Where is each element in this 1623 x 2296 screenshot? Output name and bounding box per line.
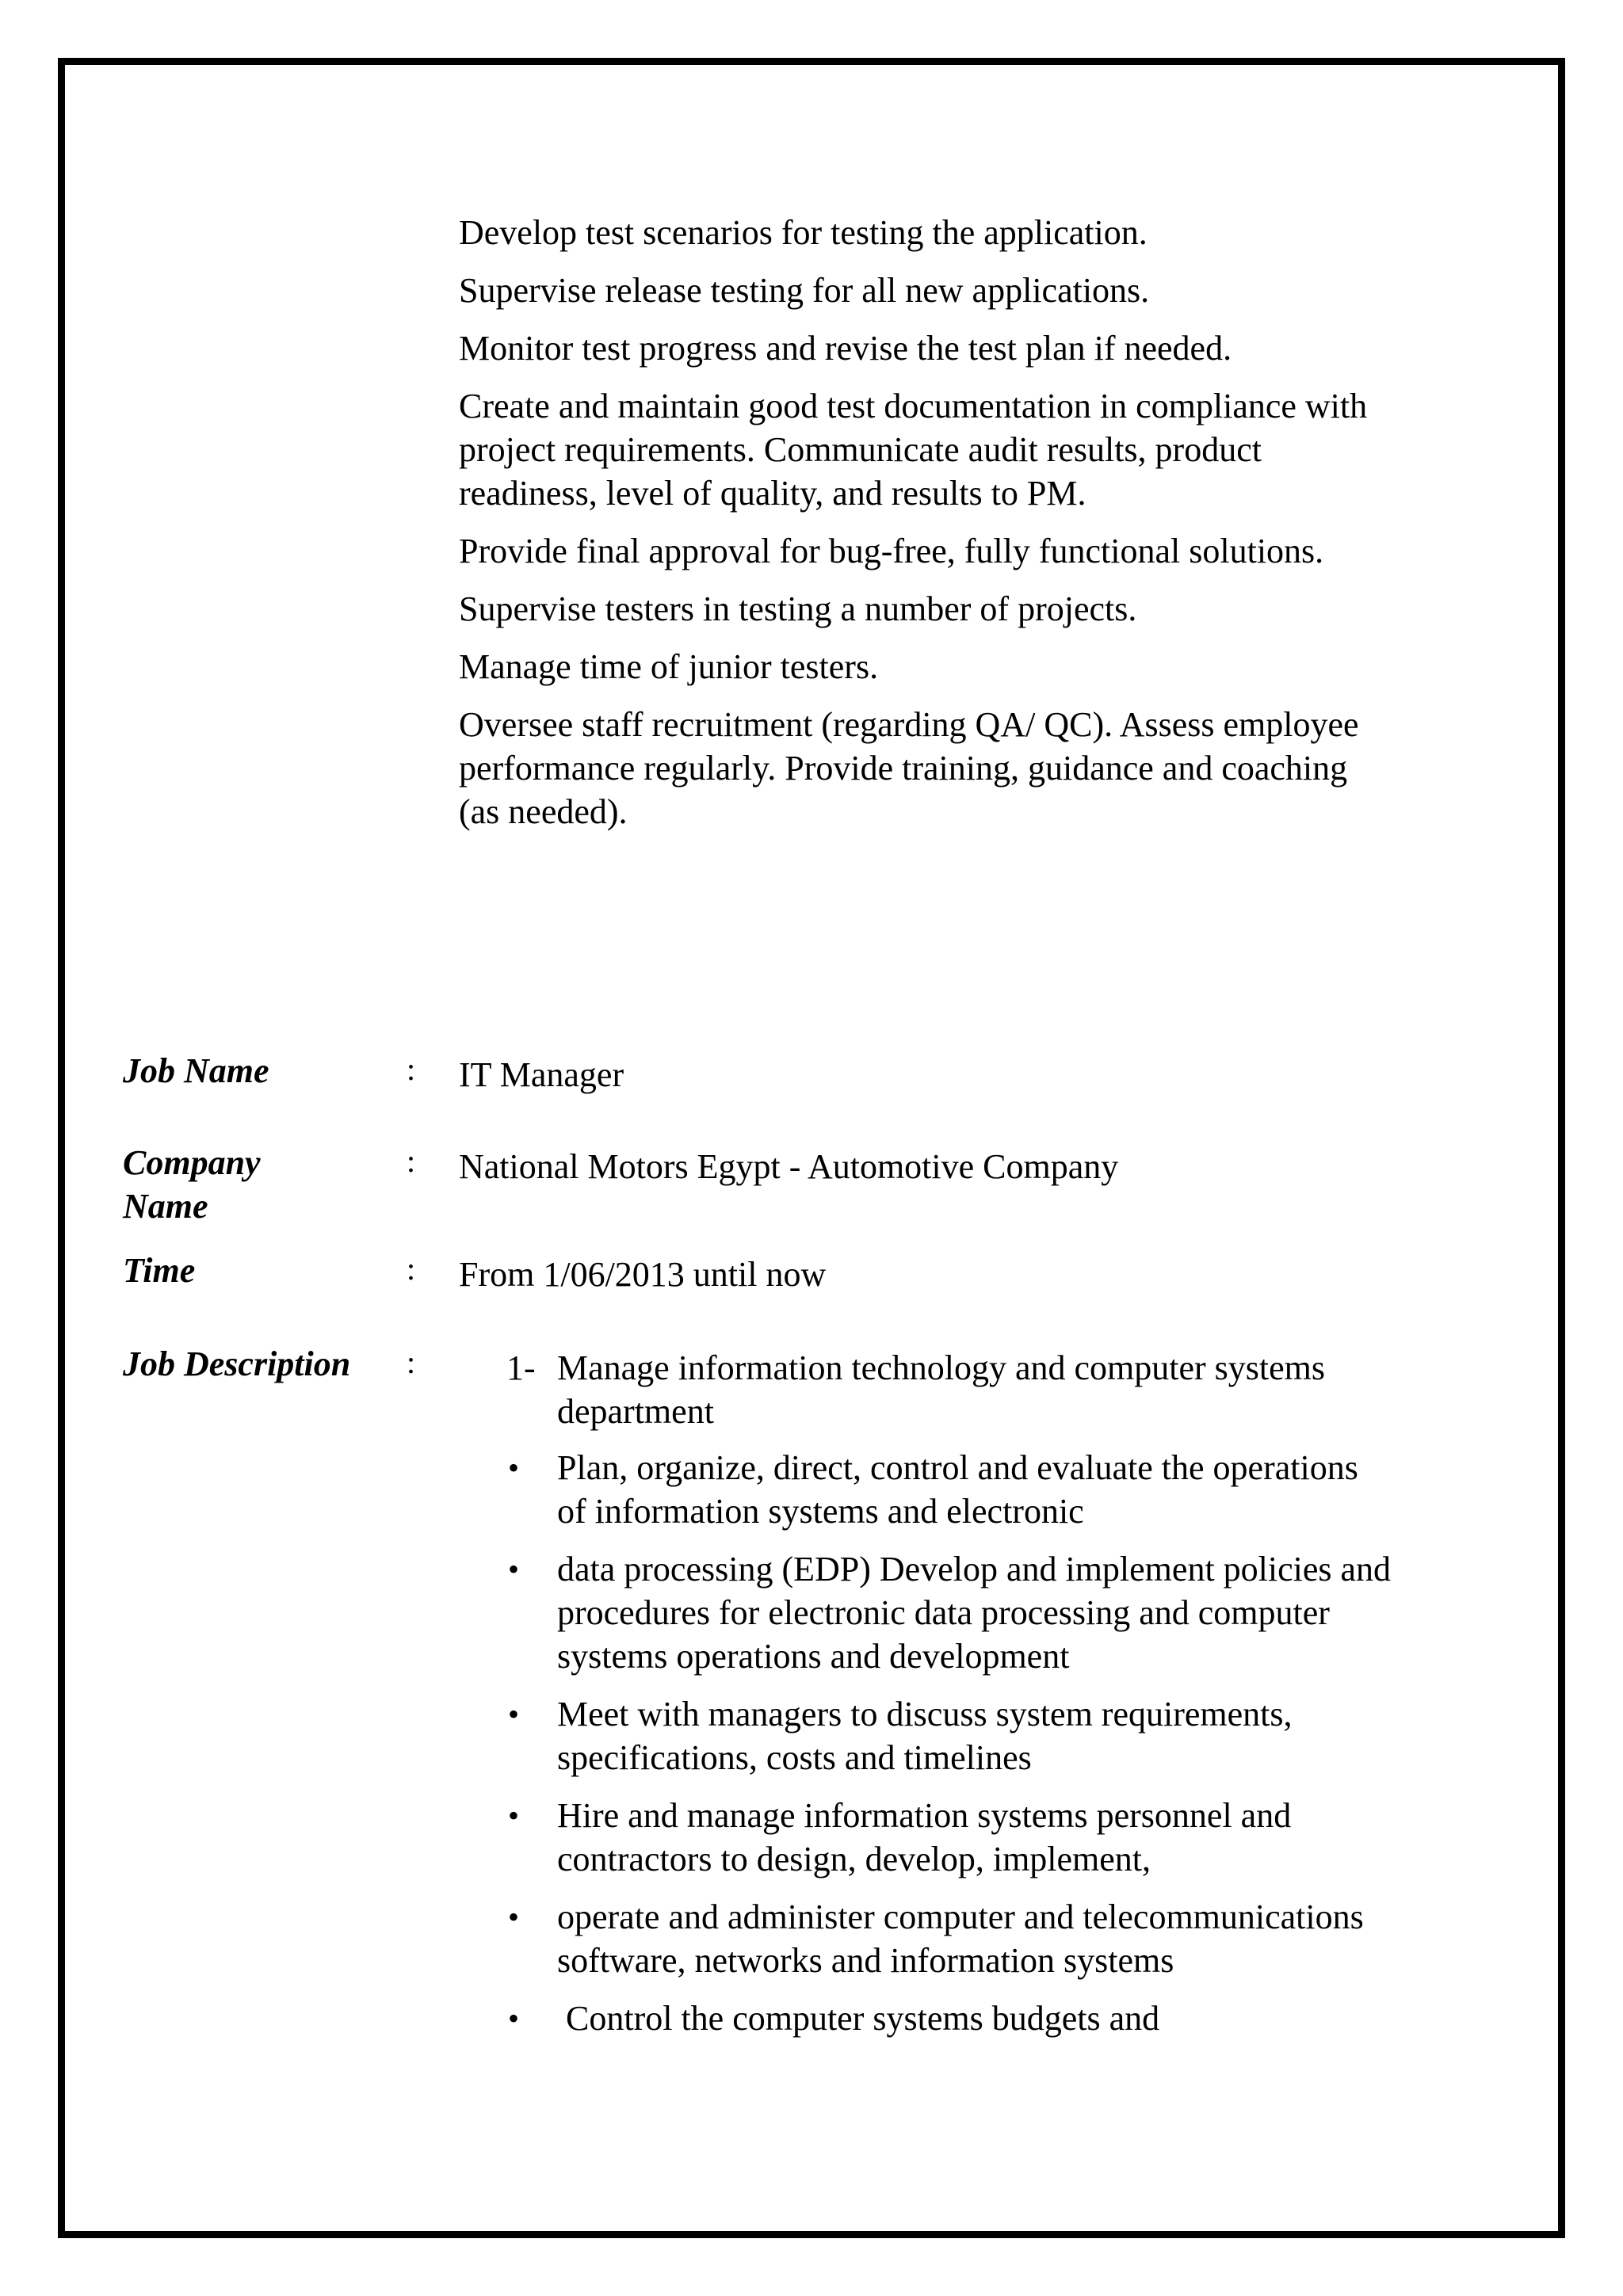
bullet-icon: • bbox=[508, 1551, 520, 1587]
list-item: Oversee staff recruitment (regarding QA/ QC). Assess employee performance regularly. Provide training, guidance and coaching (as needed). bbox=[459, 705, 1359, 831]
bullet-icon: • bbox=[508, 1798, 520, 1833]
responsibilities-list bbox=[459, 211, 1378, 848]
company-name-colon: : bbox=[407, 1143, 416, 1179]
numbered-item bbox=[459, 1346, 1394, 1433]
bullet-text: operate and administer computer and telecommunications software, networks and information systems bbox=[557, 1897, 1364, 1980]
list-item bbox=[459, 1997, 1394, 2040]
bullet-list bbox=[459, 1446, 1394, 2040]
bullet-text: Control the computer systems budgets and bbox=[557, 1999, 1160, 2038]
list-item bbox=[459, 1895, 1394, 1982]
bullet-icon: • bbox=[508, 1696, 520, 1732]
bullet-text: Plan, organize, direct, control and evaluate the operations of information systems and electronic bbox=[557, 1448, 1358, 1531]
list-item: Supervise release testing for all new applications. bbox=[459, 271, 1150, 310]
list-item bbox=[459, 1446, 1394, 1533]
time-value: From 1/06/2013 until now bbox=[459, 1255, 827, 1294]
job-description bbox=[459, 1346, 1394, 2054]
bullet-icon: • bbox=[508, 2000, 520, 2036]
list-item bbox=[459, 1547, 1394, 1678]
bullet-text: Hire and manage information systems personnel and contractors to design, develop, implement, bbox=[557, 1796, 1292, 1878]
list-item bbox=[459, 1692, 1394, 1779]
list-item: Provide final approval for bug-free, fully functional solutions. bbox=[459, 532, 1324, 570]
bullet-icon: • bbox=[508, 1450, 520, 1486]
list-item: Create and maintain good test documentation in compliance with project requirements. Communicate audit results, product readiness, level of quality, and results to PM. bbox=[459, 387, 1368, 513]
job-description-label: Job Description bbox=[123, 1344, 351, 1383]
bullet-text: Meet with managers to discuss system requirements, specifications, costs and timelines bbox=[557, 1695, 1293, 1777]
item-text: Manage information technology and computer systems department bbox=[557, 1348, 1325, 1431]
item-number: 1- bbox=[506, 1348, 536, 1387]
job-name-colon: : bbox=[407, 1051, 416, 1087]
list-item: Develop test scenarios for testing the application. bbox=[459, 213, 1148, 252]
bullet-text: data processing (EDP) Develop and implement policies and procedures for electronic data processing and computer systems operations and development bbox=[557, 1550, 1392, 1676]
list-item: Supervise testers in testing a number of projects. bbox=[459, 589, 1137, 628]
time-label: Time bbox=[123, 1251, 196, 1290]
bullet-icon: • bbox=[508, 1899, 520, 1935]
job-description-colon: : bbox=[407, 1344, 416, 1380]
job-name-value: IT Manager bbox=[459, 1055, 624, 1094]
job-name-label: Job Name bbox=[123, 1051, 269, 1090]
list-item: Monitor test progress and revise the test plan if needed. bbox=[459, 329, 1232, 368]
list-item bbox=[459, 1794, 1394, 1881]
time-colon: : bbox=[407, 1251, 416, 1287]
company-name-label: Company Name bbox=[123, 1143, 261, 1226]
list-item: Manage time of junior testers. bbox=[459, 647, 879, 686]
company-name-value: National Motors Egypt - Automotive Company bbox=[459, 1147, 1119, 1186]
